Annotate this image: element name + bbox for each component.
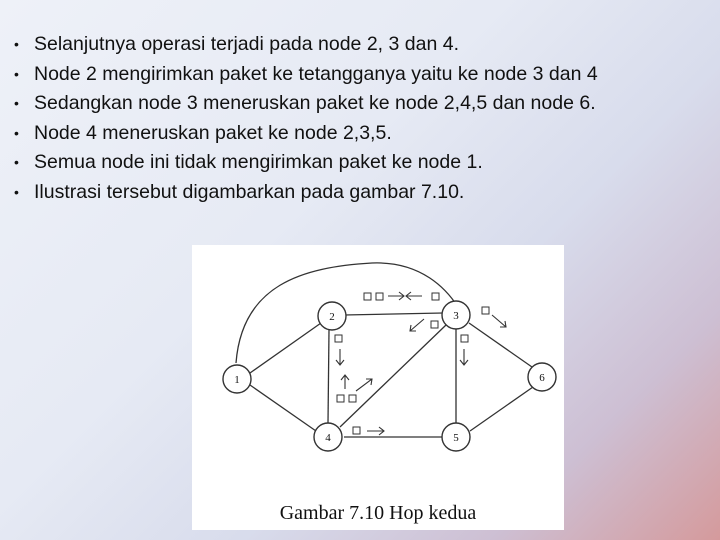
bullet-marker: •	[14, 124, 19, 141]
bullet-marker: •	[14, 36, 19, 52]
packet-square	[482, 307, 489, 314]
node-label-4: 4	[325, 432, 331, 444]
node-label-6: 6	[539, 372, 545, 384]
node-label-3: 3	[453, 310, 459, 322]
node-label-5: 5	[453, 432, 459, 444]
bullet-marker: •	[14, 95, 19, 111]
bullet-item	[14, 148, 598, 178]
network-diagram	[192, 245, 564, 495]
arrow-icon	[406, 292, 422, 300]
arrow-icon	[460, 349, 468, 365]
bullet-marker: •	[14, 183, 19, 200]
packet-square	[432, 293, 439, 300]
edge-3-6	[469, 323, 532, 367]
bullet-item	[14, 89, 598, 119]
edge-3-4	[340, 325, 446, 427]
node-label-2: 2	[329, 311, 335, 323]
bullet-text: Semua node ini tidak mengirimkan paket ke node 1.	[34, 151, 483, 173]
packet-square	[364, 293, 371, 300]
bullet-text: Node 2 mengirimkan paket ke tetangganya yaitu ke node 3 dan 4	[34, 62, 598, 85]
bullet-text: Node 4 meneruskan paket ke node 2,3,5.	[34, 121, 392, 144]
packet-square	[376, 293, 383, 300]
packet-square	[337, 395, 344, 402]
arrow-icon	[336, 349, 344, 365]
bullet-item	[14, 30, 598, 60]
edge-1-4	[250, 385, 316, 431]
packet-square	[349, 395, 356, 402]
edge-2-3	[344, 313, 443, 315]
arrow-icon	[388, 292, 404, 300]
figure-caption: Gambar 7.10 Hop kedua	[279, 502, 477, 524]
bullet-marker: •	[14, 154, 19, 170]
edge-1-2	[250, 323, 321, 373]
bullet-item	[14, 119, 598, 149]
edge-2-4	[328, 330, 329, 423]
arrow-icon	[492, 315, 506, 327]
bullet-text: Selanjutnya operasi terjadi pada node 2, 3 dan 4.	[34, 33, 459, 55]
node-label-1: 1	[234, 374, 240, 386]
packet-square	[461, 335, 468, 342]
arrow-icon	[410, 319, 424, 331]
bullet-text: Ilustrasi tersebut digambarkan pada gambar 7.10.	[34, 180, 465, 203]
edge-5-6	[470, 387, 533, 431]
packet-square	[353, 427, 360, 434]
arrow-icon	[356, 379, 372, 391]
arrow-icon	[341, 375, 349, 389]
bullet-text: Sedangkan node 3 meneruskan paket ke node 2,4,5 dan node 6.	[34, 92, 596, 114]
packet-square	[431, 321, 438, 328]
packet-square	[335, 335, 342, 342]
bullet-list	[14, 30, 598, 207]
bullet-item	[14, 60, 598, 90]
bullet-item	[14, 178, 598, 208]
network-figure	[192, 245, 564, 530]
arrow-icon	[367, 427, 384, 435]
bullet-marker: •	[14, 65, 19, 82]
